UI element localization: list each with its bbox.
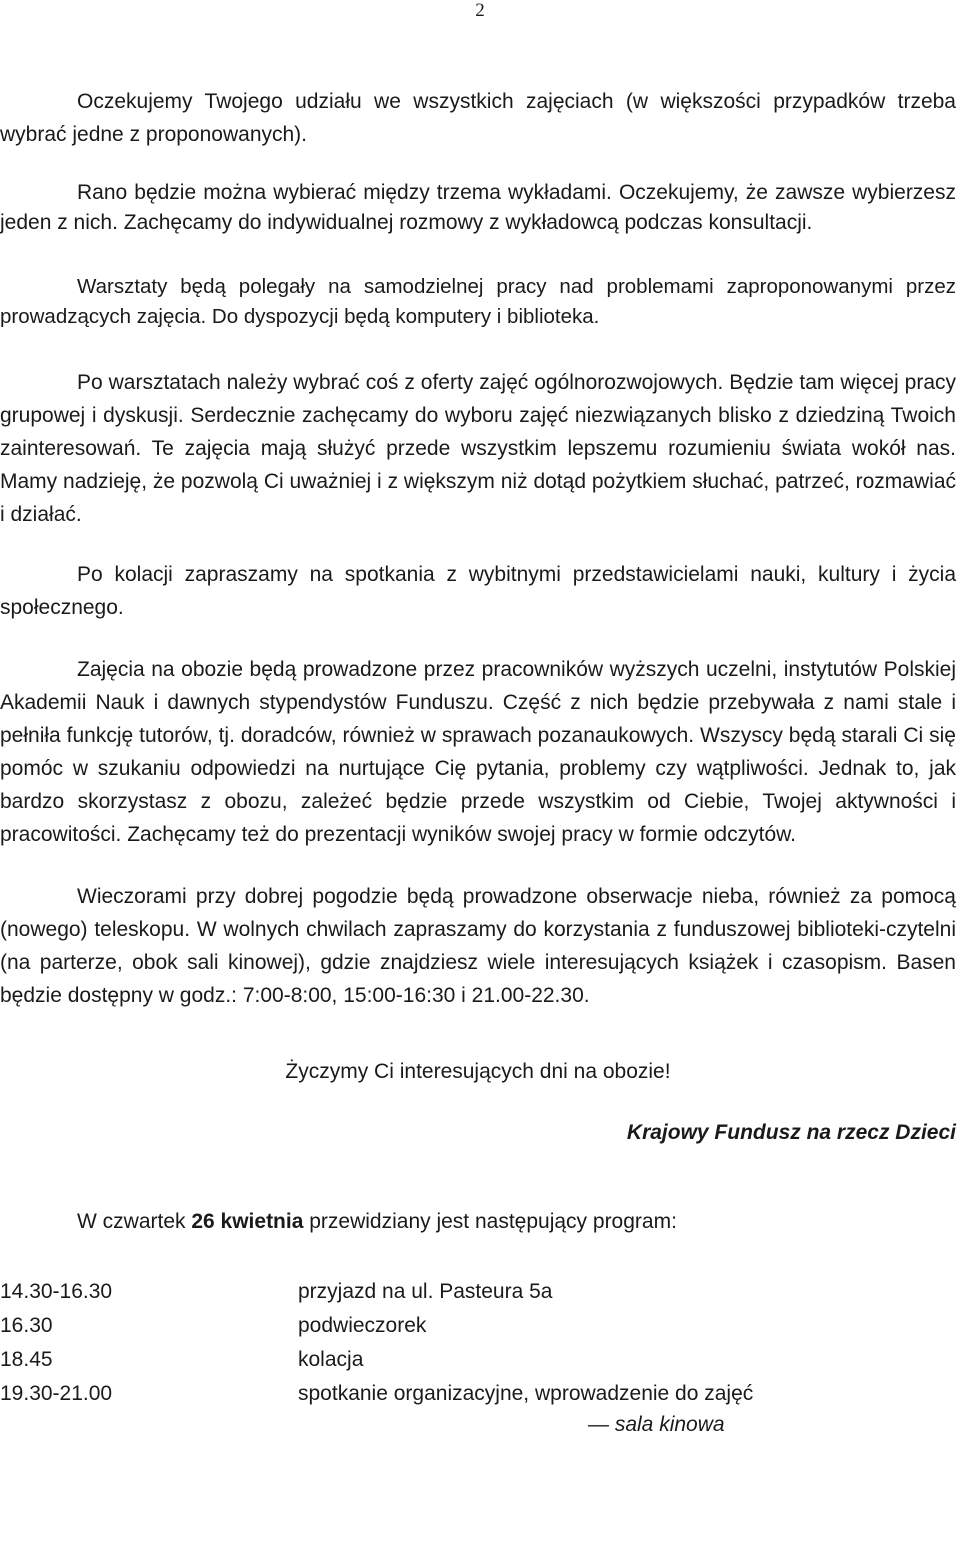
schedule-table xyxy=(0,1275,956,1439)
schedule-place: — sala kinowa xyxy=(588,1413,725,1436)
paragraph-tutors: Zajęcia na obozie będą prowadzone przez pracowników wyższych uczelni, instytutów Polskiej Akademii Nauk i dawnych stypendystów Funduszu. Część z nich będzie przebywała z nami stale i pełniła funkcję tutorów, tj. doradców, również w sprawach pozanaukowych. Wszyscy będą starali Ci się pomóc w szukaniu odpowiedzi na nurtujące Cię pytania, problemy czy wątpliwości. Jednak to, jak bardzo skorzystasz z obozu, zależeć będzie przede wszystkim od Ciebie, Twojej aktywności i pracowitości. Zachęcamy też do prezentacji wyników swojej pracy w formie odczytów. xyxy=(0,658,956,846)
schedule-row xyxy=(0,1275,956,1309)
paragraph-general-classes: Po warsztatach należy wybrać coś z oferty zajęć ogólnorozwojowych. Będzie tam więcej pracy grupowej i dyskusji. Serdecznie zachęcamy do wyboru zajęć niezwiązanych blisko z dziedziną Twoich zainteresowań. Te zajęcia mają służyć przede wszystkim lepszemu rozumieniu świata wokół nas. Mamy nadzieję, że pozwolą Ci uważniej i z większym niż dotąd pożytkiem słuchać, patrzeć, rozmawiać i działać. xyxy=(0,371,956,526)
document-body xyxy=(0,85,956,1439)
program-intro-before: W czwartek xyxy=(77,1210,192,1233)
paragraph-evening-meetings: Po kolacji zapraszamy na spotkania z wybitnymi przedstawicielami nauki, kultury i życia społecznego. xyxy=(0,563,956,619)
paragraph-participation: Oczekujemy Twojego udziału we wszystkich zajęciach (w większości przypadków trzeba wybrać jedne z proponowanych). xyxy=(0,90,956,146)
schedule-time: 14.30-16.30 xyxy=(0,1280,113,1303)
schedule-activity: kolacja xyxy=(298,1348,364,1371)
signature: Krajowy Fundusz na rzecz Dzieci xyxy=(626,1121,956,1144)
schedule-activity: przyjazd na ul. Pasteura 5a xyxy=(298,1280,553,1303)
closing-wish: Życzymy Ci interesujących dni na obozie! xyxy=(285,1060,671,1083)
schedule-time: 19.30-21.00 xyxy=(0,1382,113,1405)
program-intro xyxy=(77,1205,956,1238)
page-number: 2 xyxy=(475,0,485,21)
schedule-activity: spotkanie organizacyjne, wprowadzenie do zajęć xyxy=(298,1382,754,1405)
paragraph-workshops: Warsztaty będą polegały na samodzielnej pracy nad problemami zaproponowanymi przez prowadzących zajęcia. Do dyspozycji będą komputery i biblioteka. xyxy=(0,275,956,328)
paragraph-evenings: Wieczorami przy dobrej pogodzie będą prowadzone obserwacje nieba, również za pomocą (nowego) teleskopu. W wolnych chwilach zapraszamy do korzystania z funduszowej biblioteki-czytelni (na parterze, obok sali kinowej), gdzie znajdziesz wiele interesujących książek i czasopism. Basen będzie dostępny w godz.: 7:00-8:00, 15:00-16:30 i 21.00-22.30. xyxy=(0,885,956,1007)
schedule-row xyxy=(0,1377,956,1411)
schedule-row xyxy=(0,1343,956,1377)
paragraph-lectures: Rano będzie można wybierać między trzema wykładami. Oczekujemy, że zawsze wybierzesz jeden z nich. Zachęcamy do indywidualnej rozmowy z wykładowcą podczas konsultacji. xyxy=(0,181,956,234)
schedule-time: 18.45 xyxy=(0,1348,53,1371)
schedule-row xyxy=(0,1309,956,1343)
schedule-activity: podwieczorek xyxy=(298,1314,427,1337)
schedule-time: 16.30 xyxy=(0,1314,53,1337)
program-intro-date: 26 kwietnia xyxy=(191,1210,304,1233)
program-intro-after: przewidziany jest następujący program: xyxy=(303,1210,677,1233)
